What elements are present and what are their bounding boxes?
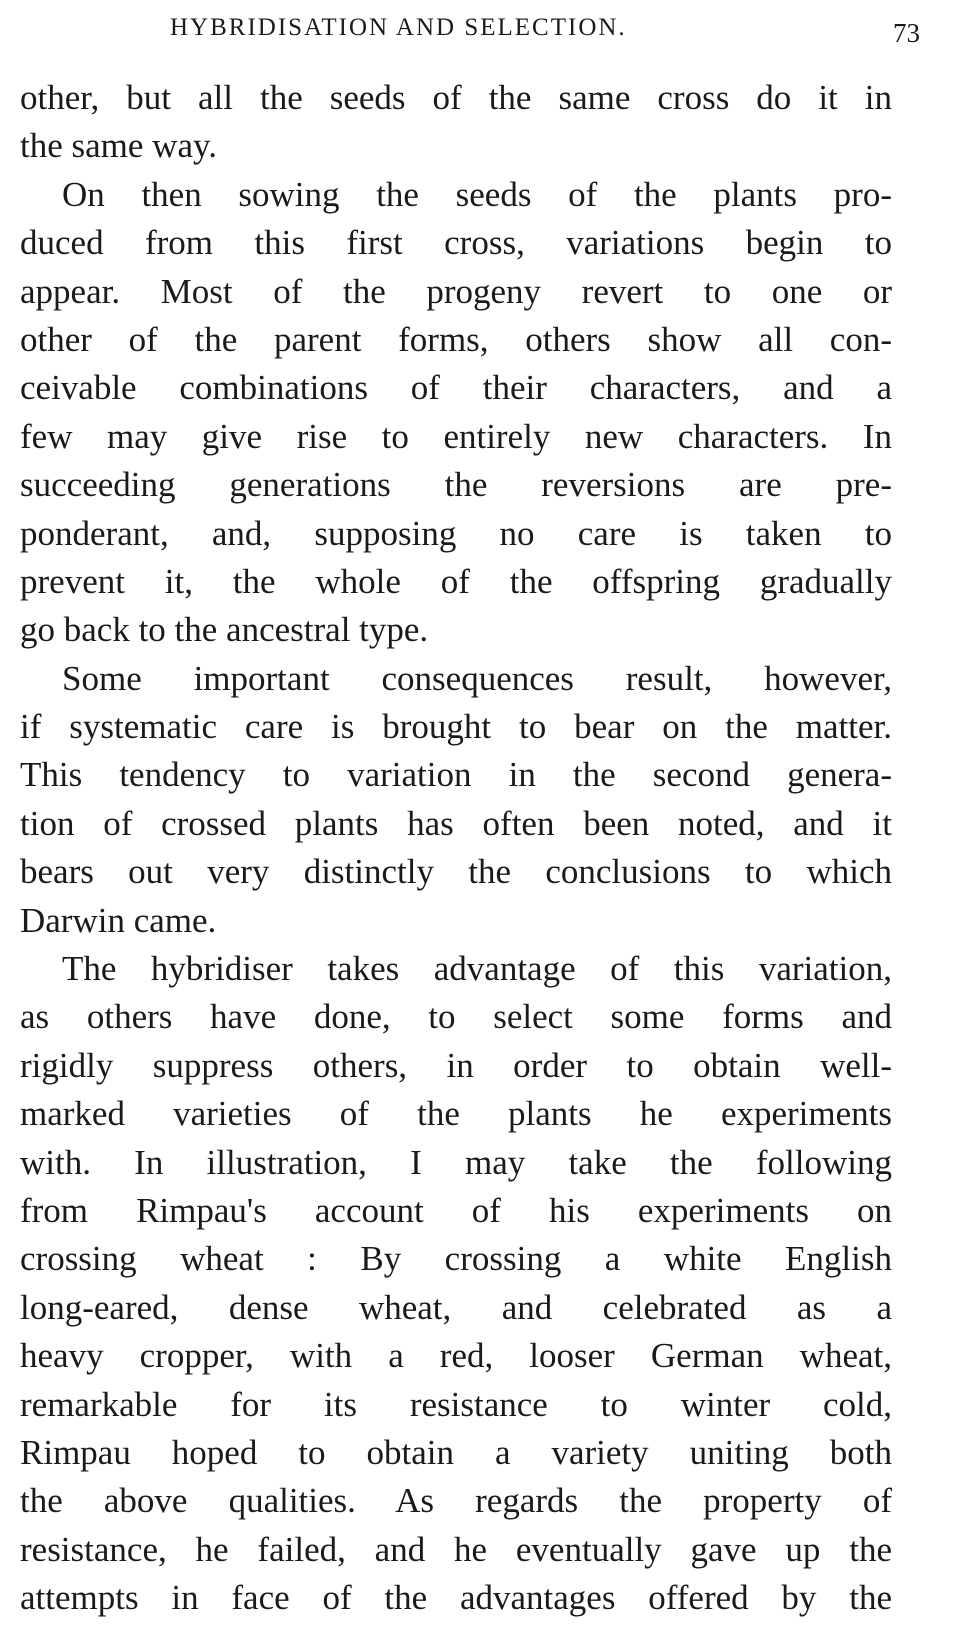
text-line: few may give rise to entirely new characters. In	[20, 416, 892, 456]
text-line: go back to the ancestral type.	[20, 610, 429, 650]
text-line: On then sowing the seeds of the plants pro-	[62, 174, 892, 214]
page-number: 73	[893, 18, 920, 48]
text-line: succeeding generations the reversions are pre-	[20, 465, 892, 505]
text-line: crossing wheat : By crossing a white English	[20, 1239, 892, 1279]
text-line: resistance, he failed, and he eventually gave up the	[20, 1529, 892, 1569]
text-line: with. In illustration, I may take the following	[20, 1142, 892, 1182]
text-line: marked varieties of the plants he experiments	[20, 1094, 892, 1134]
text-line: other, but all the seeds of the same cross do it in	[20, 78, 892, 117]
text-line: remarkable for its resistance to winter cold,	[20, 1384, 892, 1424]
text-line: from Rimpau's account of his experiments on	[20, 1190, 892, 1230]
text-line: rigidly suppress others, in order to obtain well-	[20, 1045, 892, 1085]
text-line: duced from this first cross, variations begin to	[20, 223, 892, 263]
body-text	[20, 74, 892, 1623]
text-line: bears out very distinctly the conclusions to which	[20, 852, 892, 892]
running-title: HYBRIDISATION AND SELECTION.	[170, 14, 627, 41]
text-line: other of the parent forms, others show all con-	[20, 319, 892, 359]
text-line: Darwin came.	[20, 900, 217, 940]
text-line: Some important consequences result, however,	[62, 658, 892, 698]
text-line: if systematic care is brought to bear on the matter.	[20, 707, 892, 747]
text-line: Rimpau hoped to obtain a variety uniting both	[20, 1432, 892, 1472]
running-head	[0, 8, 958, 48]
text-line: long-eared, dense wheat, and celebrated as a	[20, 1287, 892, 1327]
text-line: appear. Most of the progeny revert to one or	[20, 271, 892, 311]
text-line: the same way.	[20, 126, 217, 166]
text-line: This tendency to variation in the second genera-	[20, 755, 892, 795]
text-line: the above qualities. As regards the property of	[20, 1481, 892, 1521]
text-line: tion of crossed plants has often been noted, and it	[20, 803, 892, 843]
text-line: ceivable combinations of their characters, and a	[20, 368, 892, 408]
text-line: as others have done, to select some forms and	[20, 997, 892, 1037]
text-line: heavy cropper, with a red, looser German wheat,	[20, 1336, 892, 1376]
text-line: prevent it, the whole of the offspring gradually	[20, 561, 892, 601]
text-line: attempts in face of the advantages offered by the	[20, 1578, 892, 1618]
text-line: ponderant, and, supposing no care is taken to	[20, 513, 892, 553]
text-line: The hybridiser takes advantage of this variation,	[62, 949, 892, 989]
